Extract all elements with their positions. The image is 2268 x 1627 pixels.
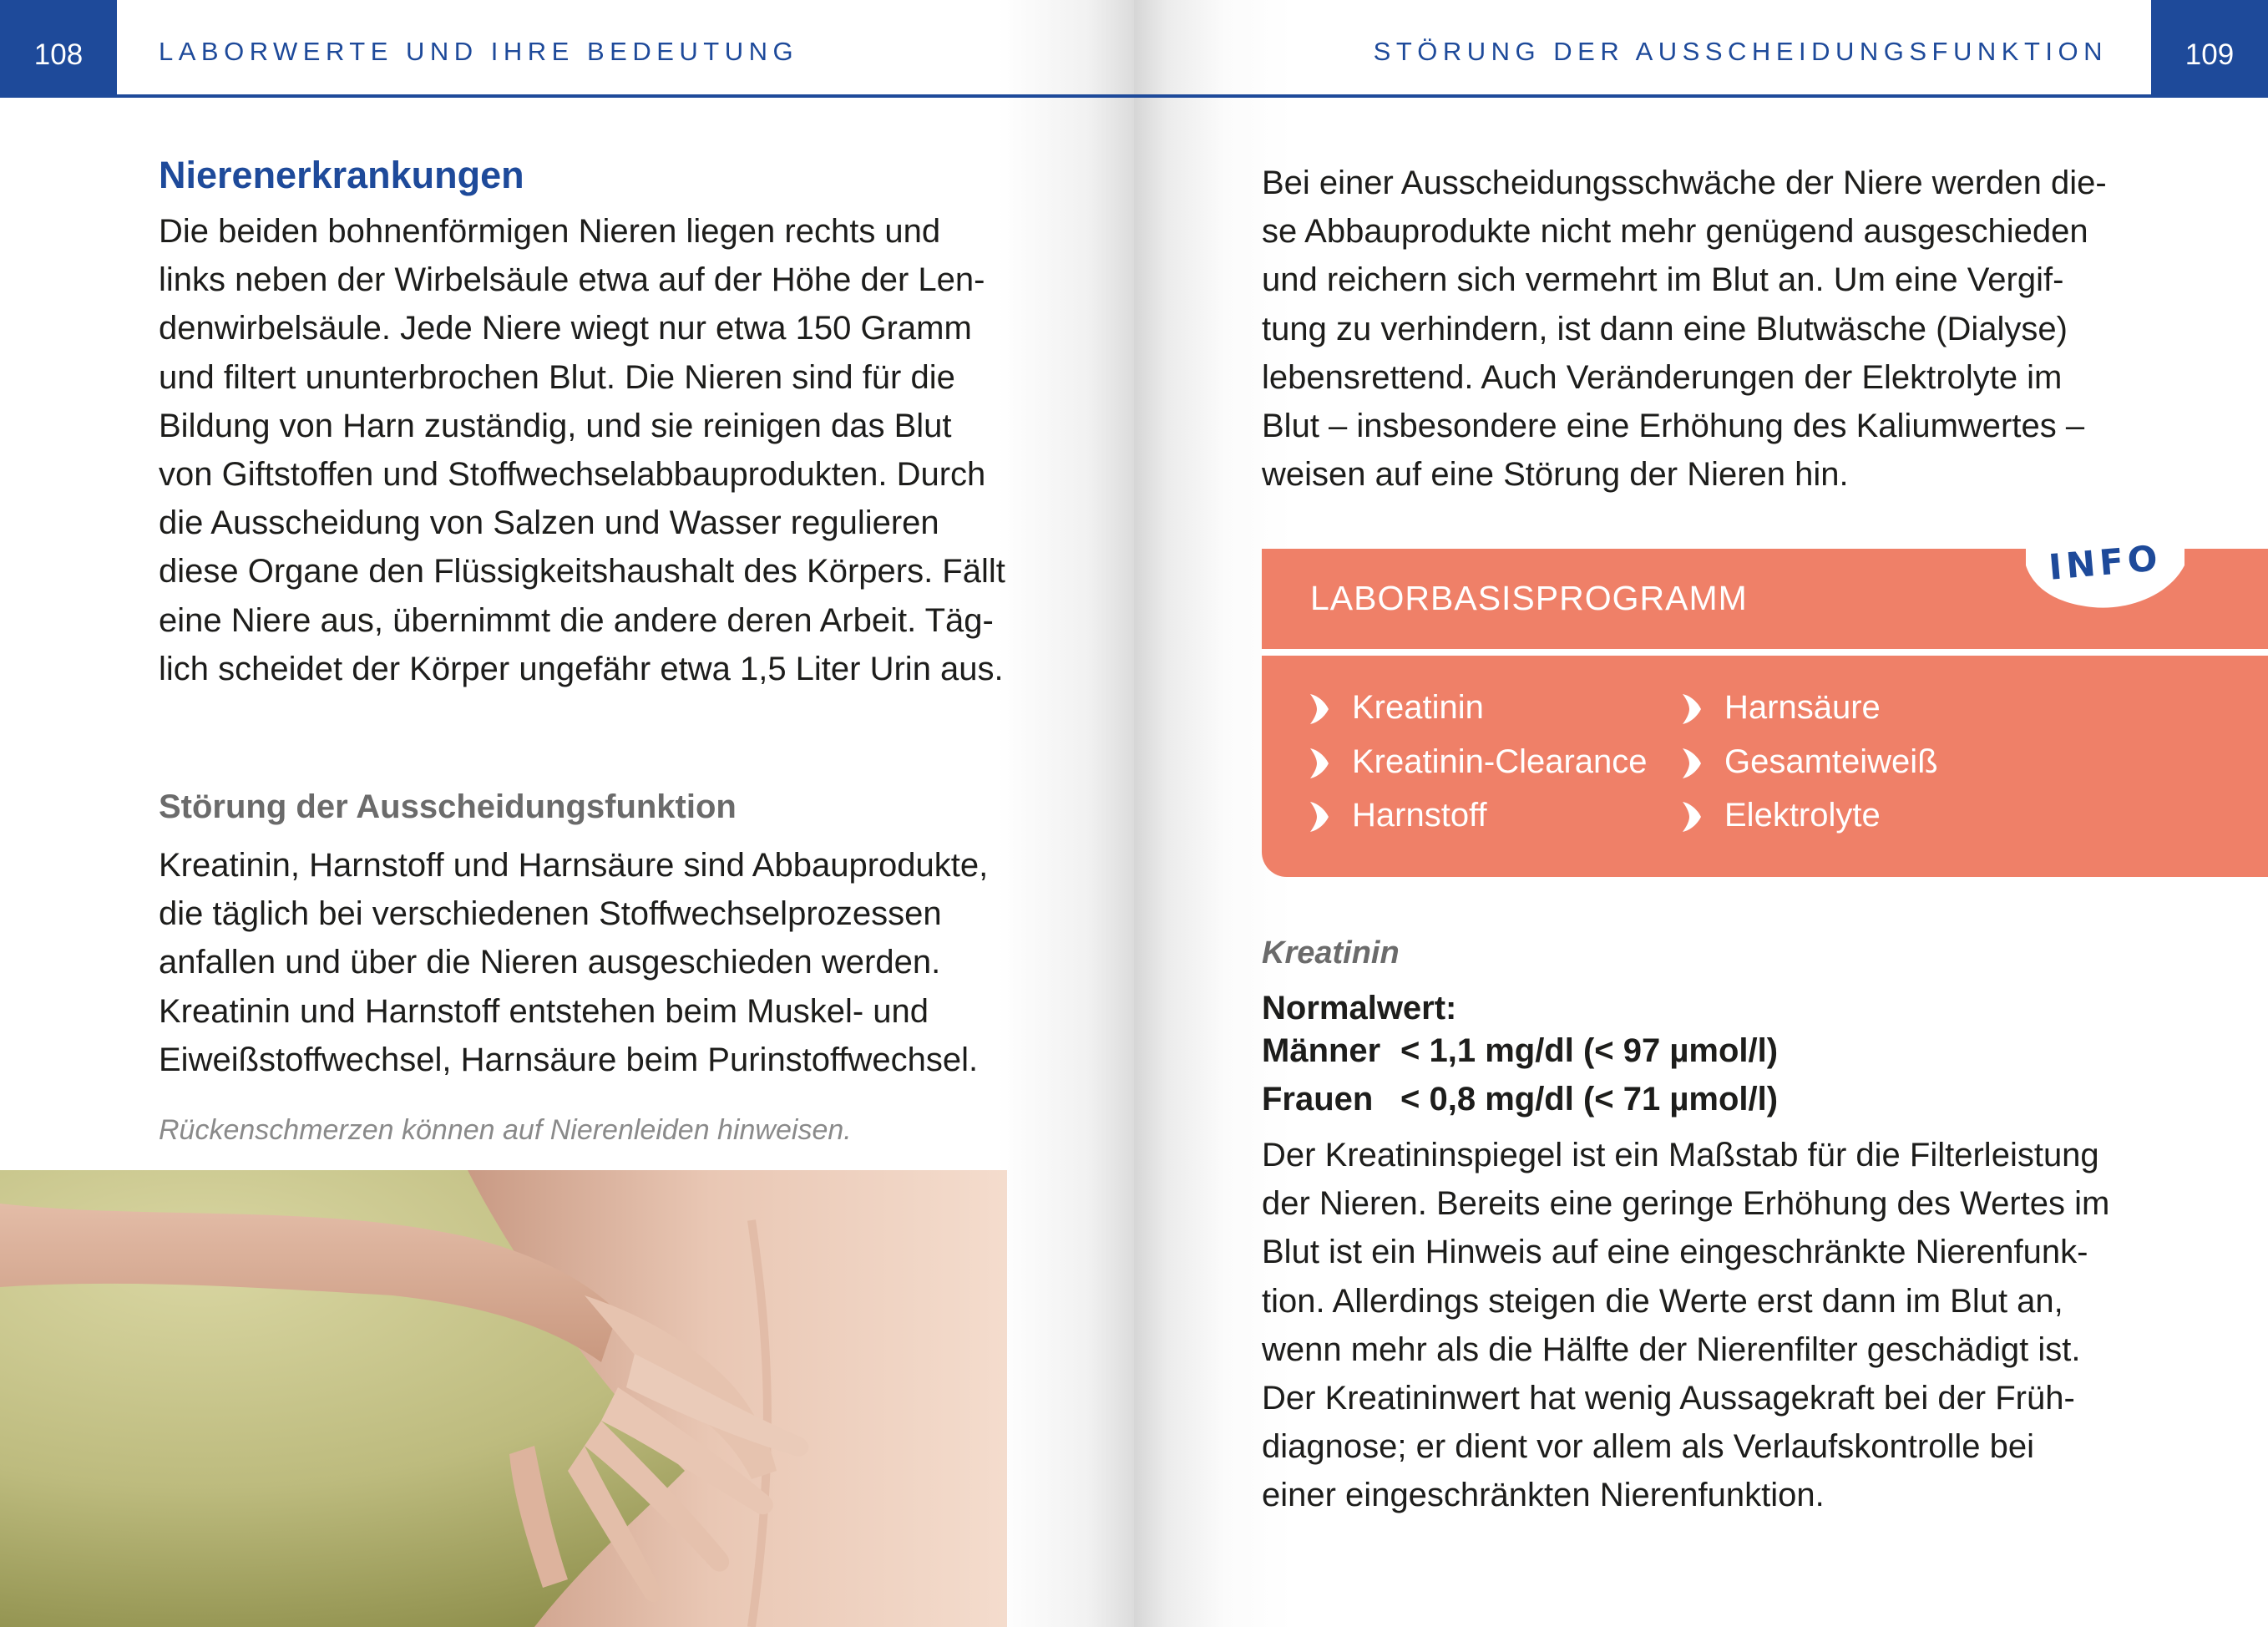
paragraph-ausscheidungsschwaeche [1262,159,2107,499]
men-label: Männer [1262,1032,1381,1069]
list-item [1678,735,1938,789]
info-box-divider [1262,649,2268,656]
text-line: die Ausscheidung von Salzen und Wasser regulieren [159,504,939,542]
text-line: die täglich bei verschiedenen Stoffwechselprozessen [159,895,942,933]
text-line: wenn mehr als die Hälfte der Nierenfilter geschädigt ist. [1262,1330,2081,1368]
arrow-bullet-icon [1305,735,1334,788]
text-line: Die beiden bohnenförmigen Nieren liegen rechts und [159,213,941,250]
paragraph-nierenerkrankungen [159,207,1005,693]
text-line: Kreatinin und Harnstoff entstehen beim Muskel- und [159,992,929,1030]
left-page-header [0,0,1134,98]
list-item [1678,788,1938,843]
text-line: Bildung von Harn zuständig, und sie reinigen das Blut [159,407,952,444]
list-item-label: Elektrolyte [1724,797,1881,834]
list-item-label: Kreatinin-Clearance [1352,743,1648,780]
running-head: LABORWERTE UND IHRE BEDEUTUNG [159,37,799,66]
info-list-column-1 [1305,681,1648,843]
list-item [1305,681,1648,735]
list-item-label: Kreatinin [1352,689,1484,726]
text-line: tion. Allerdings steigen die Werte erst dann im Blut an, [1262,1282,2063,1320]
text-line: Der Kreatininspiegel ist ein Maßstab für die Filterleistung [1262,1137,2099,1173]
arrow-bullet-icon [1678,681,1706,734]
info-box-title: LABORBASISPROGRAMM [1310,579,1748,617]
list-item [1678,681,1938,735]
text-line: links neben der Wirbelsäule etwa auf der Höhe der Len- [159,261,985,299]
normalwert-women-row [1262,1081,1778,1118]
right-page [1134,0,2268,1627]
text-line: Der Kreatininwert hat wenig Aussagekraft bei der Früh- [1262,1380,2075,1417]
info-tag [2026,532,2184,611]
text-line: und reichern sich vermehrt im Blut an. Um eine Vergif- [1262,261,2064,299]
text-line: von Giftstoffen und Stoffwechselabbauprodukten. Durch [159,456,986,494]
paragraph-kreatinin [1262,1131,2109,1520]
list-item-label: Harnsäure [1724,689,1881,726]
arrow-bullet-icon [1305,681,1334,734]
text-line: eine Niere aus, übernimmt die andere deren Arbeit. Täg- [159,601,994,639]
back-pain-photo [0,1170,1007,1627]
page-number: 109 [2151,0,2268,98]
text-line: tung zu verhindern, ist dann eine Blutwäsche (Dialyse) [1262,310,2068,347]
text-line: weisen auf eine Störung der Nieren hin. [1262,456,1849,494]
info-tag-label: INFO [2047,537,2164,588]
photo-caption: Rückenschmerzen können auf Nierenleiden hinweisen. [159,1114,852,1146]
arrow-bullet-icon [1305,788,1334,842]
list-item [1305,788,1648,843]
text-line: denwirbelsäule. Jede Niere wiegt nur etwa 150 Gramm [159,310,972,347]
text-line: diese Organe den Flüssigkeitshaushalt des Körpers. Fällt [159,553,1005,590]
back-pain-illustration [0,1170,1007,1627]
normalwert-label: Normalwert: [1262,990,1457,1026]
subheading: Störung der Ausscheidungsfunktion [159,788,737,825]
right-page-header [1134,0,2268,98]
paragraph-ausscheidung [159,841,988,1084]
text-line: der Nieren. Bereits eine geringe Erhöhung des Wertes im [1262,1185,2110,1223]
text-line: Blut – insbesondere eine Erhöhung des Kaliumwertes – [1262,408,2085,445]
women-label: Frauen [1262,1081,1374,1118]
text-line: anfallen und über die Nieren ausgeschieden werden. [159,944,941,981]
kreatinin-title: Kreatinin [1262,935,1400,971]
text-line: einer eingeschränkten Nierenfunktion. [1262,1477,1825,1514]
women-value: < 0,8 mg/dl (< 71 µmol/l) [1400,1081,1779,1118]
text-line: Blut ist ein Hinweis auf eine eingeschränkte Nierenfunk- [1262,1234,2088,1271]
arrow-bullet-icon [1678,788,1706,842]
text-line: und filtert ununterbrochen Blut. Die Nieren sind für die [159,358,955,396]
info-list-column-2 [1678,681,1938,843]
list-item [1305,735,1648,789]
text-line: lebensrettend. Auch Veränderungen der Elektrolyte im [1262,358,2063,396]
arrow-bullet-icon [1678,735,1706,788]
page-number: 108 [0,0,117,98]
text-line: Bei einer Ausscheidungsschwäche der Niere werden die- [1262,165,2107,201]
text-line: se Abbauprodukte nicht mehr genügend ausgeschieden [1262,213,2088,251]
header-rule [0,94,1134,98]
men-value: < 1,1 mg/dl (< 97 µmol/l) [1400,1032,1779,1069]
text-line: Kreatinin, Harnstoff und Harnsäure sind Abbauprodukte, [159,847,989,884]
text-line: Eiweißstoffwechsel, Harnsäure beim Purinstoffwechsel. [159,1041,979,1078]
running-head: STÖRUNG DER AUSSCHEIDUNGSFUNKTION [1373,37,2108,66]
list-item-label: Harnstoff [1352,797,1487,834]
section-heading: Nierenerkrankungen [159,154,524,196]
header-rule [1134,94,2268,98]
text-line: lich scheidet der Körper ungefähr etwa 1,5 Liter Urin aus. [159,650,1004,687]
normalwert-men-row [1262,1032,1778,1070]
list-item-label: Gesamteiweiß [1724,743,1938,780]
info-box [1262,537,2268,877]
text-line: diagnose; er dient vor allem als Verlaufskontrolle bei [1262,1428,2034,1466]
